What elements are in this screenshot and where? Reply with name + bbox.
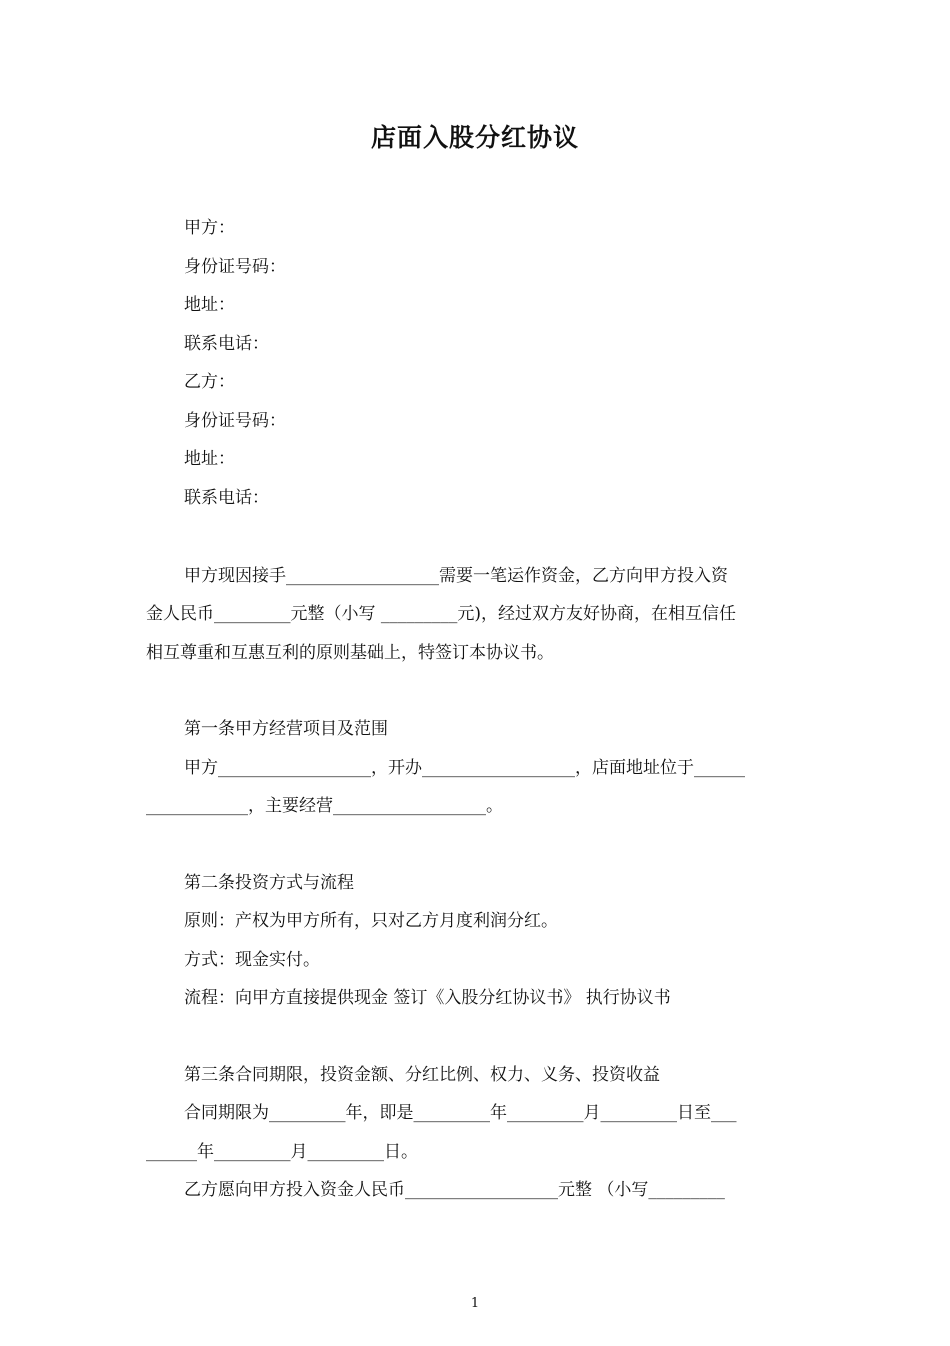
article1-heading: 第一条甲方经营项目及范围 [184, 719, 388, 739]
article2-principle: 原则：产权为甲方所有，只对乙方月度利润分红。 [184, 911, 558, 931]
party-b-phone-label: 联系电话： [184, 488, 269, 508]
intro-line: 金人民币_________元整（小写 _________元)，经过双方友好协商，在相互信任 [146, 604, 737, 624]
party-b-id-label: 身份证号码： [184, 411, 286, 431]
document-title: 店面入股分红协议 [370, 123, 579, 152]
party-b-name-label: 乙方： [184, 372, 235, 392]
party-a-id-label: 身份证号码： [184, 257, 286, 277]
page-number: 1 [470, 1296, 480, 1311]
intro-line: 相互尊重和互惠互利的原则基础上，特签订本协议书。 [146, 643, 554, 663]
article1-line: ____________，主要经营__________________。 [146, 796, 503, 816]
article1-line: 甲方__________________，开办__________________，店面地址位于______ [184, 758, 745, 778]
party-b-address-label: 地址： [184, 449, 235, 469]
article3-line: 乙方愿向甲方投入资金人民币__________________元整 （小写_________ [184, 1180, 725, 1200]
article2-method: 方式：现金实付。 [184, 950, 320, 970]
party-a-name-label: 甲方： [184, 218, 235, 238]
article3-line: ______年_________月_________日。 [146, 1142, 418, 1162]
party-a-phone-label: 联系电话： [184, 334, 269, 354]
article2-process: 流程：向甲方直接提供现金 签订《入股分红协议书》 执行协议书 [184, 988, 671, 1008]
party-a-address-label: 地址： [184, 295, 235, 315]
article3-line: 合同期限为_________年，即是_________年_________月_________日至___ [184, 1103, 737, 1123]
article3-heading: 第三条合同期限，投资金额、分红比例、权力、义务、投资收益 [184, 1065, 660, 1085]
article2-heading: 第二条投资方式与流程 [184, 873, 354, 893]
intro-line: 甲方现因接手__________________需要一笔运作资金，乙方向甲方投入资 [184, 566, 728, 586]
